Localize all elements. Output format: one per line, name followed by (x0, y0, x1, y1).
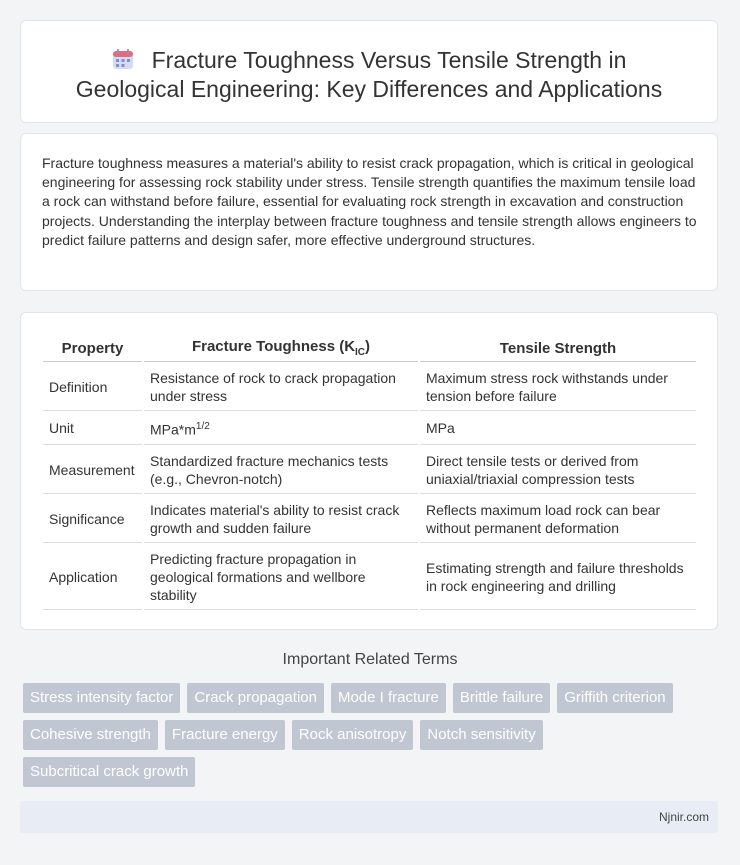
term-tag[interactable]: Cohesive strength (23, 720, 158, 750)
term-tag[interactable]: Notch sensitivity (420, 720, 542, 750)
intro-text: Fracture toughness measures a material's ability to resist crack propagation, which is critical in geological engineering for assessing rock stability under stress. Tensile strength quantifies the maximum tensile load a rock can withstand before failure, essential for evaluating rock strength in excavation and construction projects. Understanding the interplay between fracture toughness and tensile strength allows engineers to predict failure patterns and design safer, more effective underground structures. (42, 155, 697, 248)
comparison-table-card (20, 312, 718, 630)
cell-fracture: Resistance of rock to crack propagation under stress (144, 364, 418, 411)
comparison-table (41, 333, 698, 612)
header-tensile-strength: Tensile Strength (420, 335, 696, 362)
term-tag[interactable]: Crack propagation (187, 683, 324, 713)
term-tag[interactable]: Rock anisotropy (292, 720, 414, 750)
calendar-icon (112, 48, 134, 70)
cell-fracture: $MPa*m^{1/2}$ (144, 413, 418, 445)
related-terms-heading: Important Related Terms (282, 651, 458, 668)
cell-fracture: Indicates material's ability to resist crack growth and sudden failure (144, 496, 418, 543)
cell-tensile: Reflects maximum load rock can bear without permanent deformation (420, 496, 696, 543)
cell-property: Definition (43, 364, 142, 411)
header-fracture-toughness: Fracture Toughness $(K_{IC})$ (144, 335, 418, 362)
term-tag[interactable]: Fracture energy (165, 720, 285, 750)
cell-fracture: Predicting fracture propagation in geological formations and wellbore stability (144, 545, 418, 610)
table-row (43, 447, 696, 494)
cell-fracture: Standardized fracture mechanics tests (e.g., Chevron-notch) (144, 447, 418, 494)
cell-tensile: Maximum stress rock withstands under tension before failure (420, 364, 696, 411)
cell-tensile: Direct tensile tests or derived from uniaxial/triaxial compression tests (420, 447, 696, 494)
title-line-2: Geological Engineering: Key Differences and Applications (75, 76, 663, 102)
term-tag[interactable]: Mode I fracture (331, 683, 446, 713)
term-tag[interactable]: Griffith criterion (557, 683, 672, 713)
title-card (20, 20, 718, 123)
cell-tensile: Estimating strength and failure thresholds in rock engineering and drilling (420, 545, 696, 610)
footer-site[interactable]: Njnir.com (658, 810, 709, 824)
intro-card (20, 133, 718, 291)
table-row (43, 413, 696, 445)
term-tag[interactable]: Brittle failure (453, 683, 550, 713)
term-tag[interactable]: Stress intensity factor (23, 683, 180, 713)
cell-property: Unit (43, 413, 142, 445)
footer (20, 801, 718, 833)
related-terms-list (23, 683, 723, 794)
table-row (43, 496, 696, 543)
header-property: Property (43, 335, 142, 362)
title-line-1: Fracture Toughness Versus Tensile Strength in (151, 47, 627, 73)
page-title (21, 46, 717, 104)
cell-property: Measurement (43, 447, 142, 494)
cell-property: Significance (43, 496, 142, 543)
cell-property: Application (43, 545, 142, 610)
table-header-row (43, 335, 696, 362)
term-tag[interactable]: Subcritical crack growth (23, 757, 195, 787)
table-row (43, 545, 696, 610)
cell-tensile: MPa (420, 413, 696, 445)
table-row (43, 364, 696, 411)
